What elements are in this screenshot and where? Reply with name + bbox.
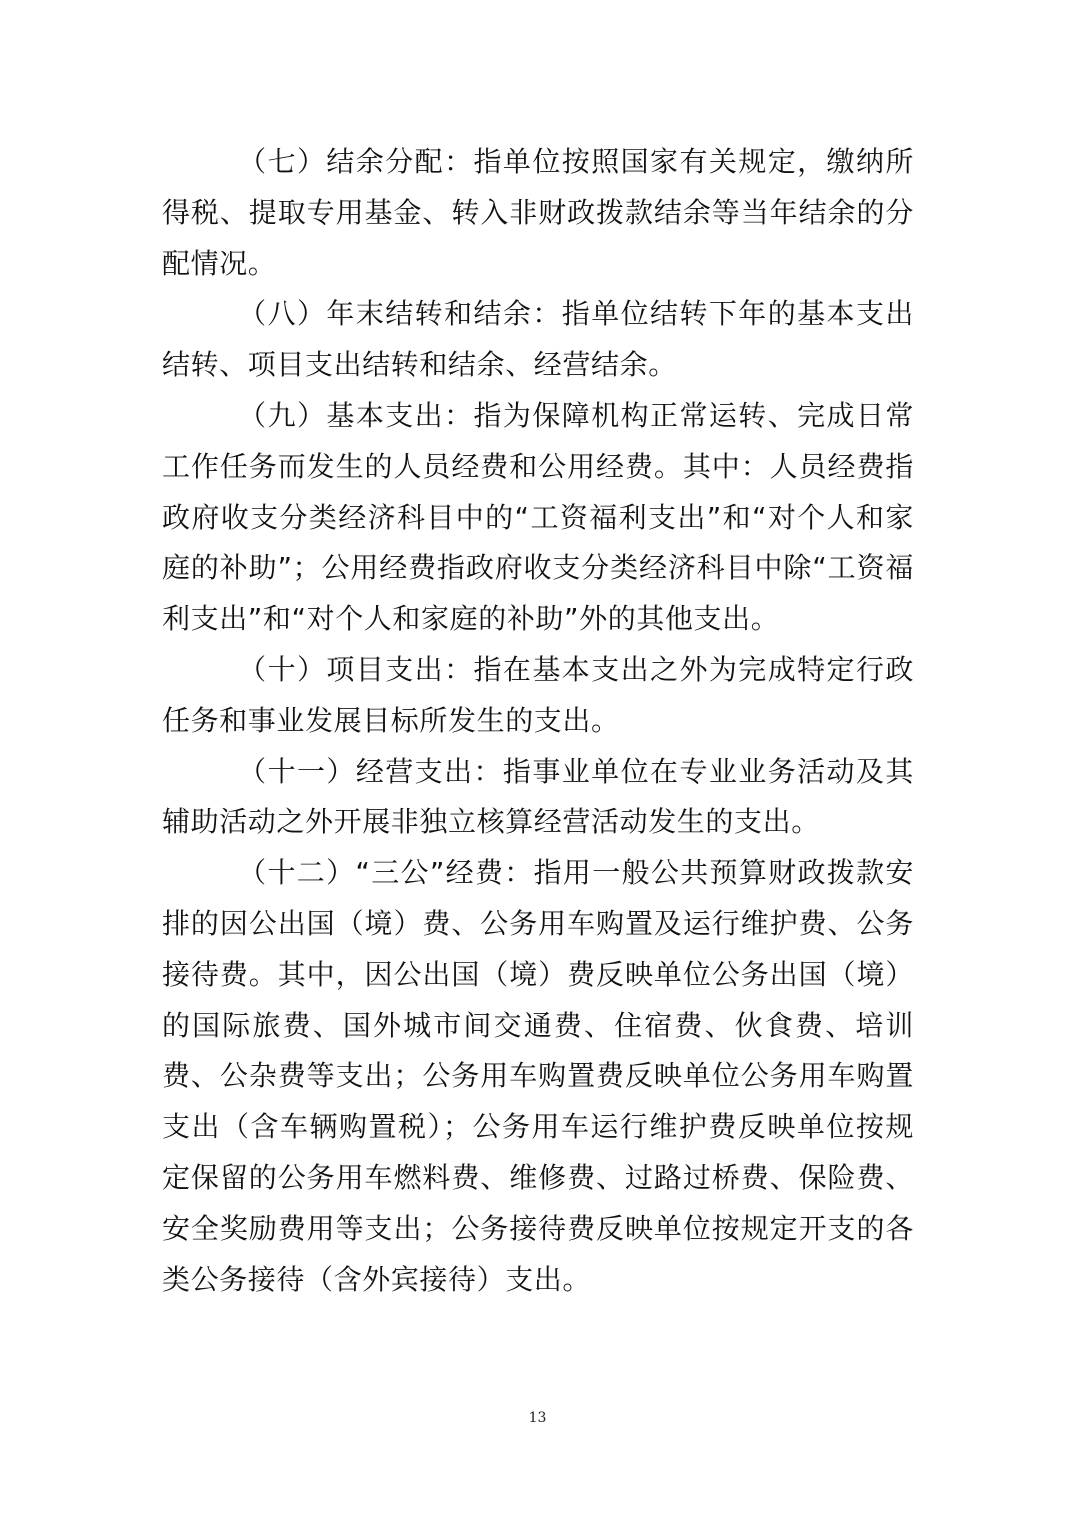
paragraph-year-end-carryover: （八）年末结转和结余：指单位结转下年的基本支出结转、项目支出结转和结余、经营结余。: [162, 297, 914, 382]
paragraph-surplus-distribution: （七）结余分配：指单位按照国家有关规定，缴纳所得税、提取专用基金、转入非财政拨款结余等当年结余的分配情况。: [162, 145, 914, 280]
paragraph-three-public-expenses: （十二）“三公”经费：指用一般公共预算财政拨款安排的因公出国（境）费、公务用车购置及运行维护费、公务接待费。其中，因公出国（境）费反映单位公务出国（境）的国际旅费、国外城市间交通费、住宿费、伙食费、培训费、公杂费等支出；公务用车购置费反映单位公务用车购置支出（含车辆购置税）；公务用车运行维护费反映单位按规定保留的公务用车燃料费、维修费、过路过桥费、保险费、安全奖励费用等支出；公务接待费反映单位按规定开支的各类公务接待（含外宾接待）支出。: [162, 856, 914, 1296]
body-text: [162, 137, 914, 1305]
paragraph-basic-expenditure: （九）基本支出：指为保障机构正常运转、完成日常工作任务而发生的人员经费和公用经费。其中：人员经费指政府收支分类经济科目中的“工资福利支出”和“对个人和家庭的补助”；公用经费指政府收支分类经济科目中除“工资福利支出”和“对个人和家庭的补助”外的其他支出。: [162, 398, 914, 636]
page-number: 13: [528, 1410, 547, 1426]
paragraph-project-expenditure: （十）项目支出：指在基本支出之外为完成特定行政任务和事业发展目标所发生的支出。: [162, 652, 914, 737]
paragraph-operating-expenditure: （十一）经营支出：指事业单位在专业业务活动及其辅助活动之外开展非独立核算经营活动发生的支出。: [162, 754, 914, 839]
